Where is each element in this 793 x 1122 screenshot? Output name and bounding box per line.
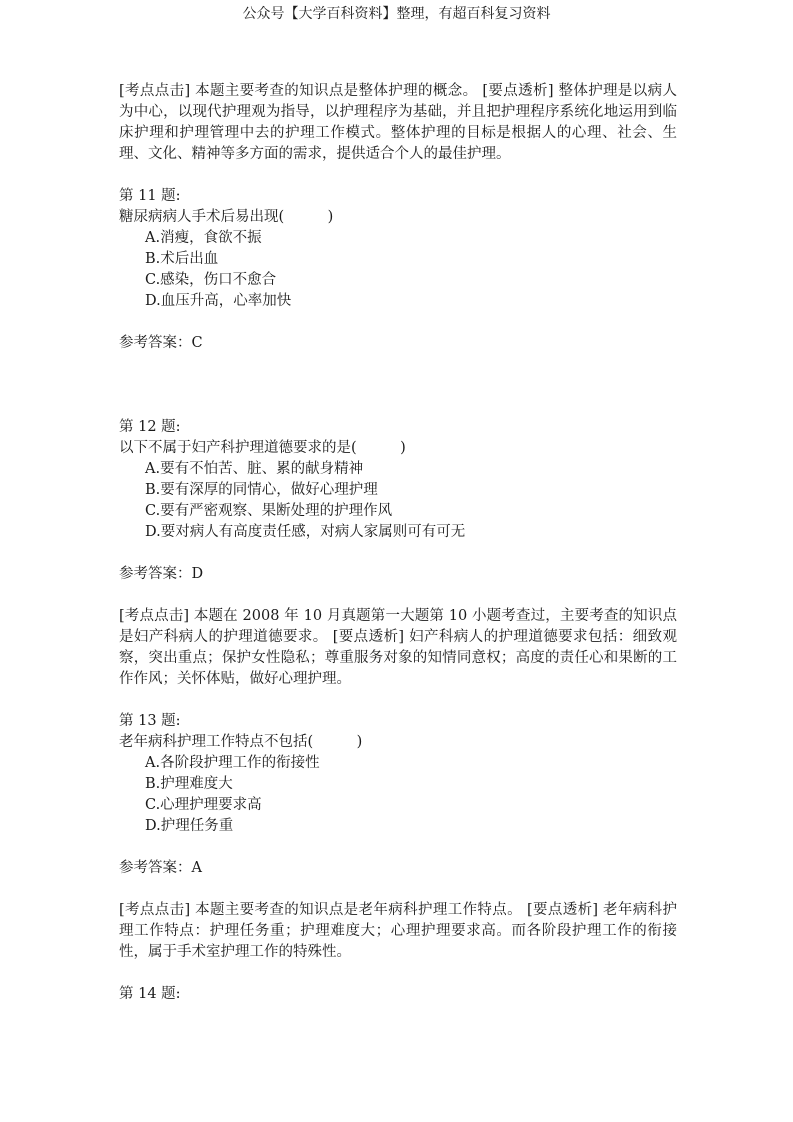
option-d: D.血压升高，心率加快: [145, 293, 292, 309]
option-c: C.要有严密观察、果断处理的护理作风: [145, 503, 393, 519]
option-c: C.感染，伤口不愈合: [145, 272, 277, 288]
question-13: [119, 711, 677, 963]
question-11: [119, 186, 677, 354]
option-a: A.消瘦，食欲不振: [145, 230, 262, 246]
question-number: 第 14 题:: [119, 986, 181, 1002]
option-b: B.要有深厚的同情心，做好心理护理: [145, 482, 378, 498]
reference-answer: 参考答案：D: [119, 566, 204, 582]
question-stem: 老年病科护理工作特点不包括( ): [119, 734, 363, 750]
question-stem: 糖尿病病人手术后易出现( ): [119, 209, 334, 225]
question-number: 第 12 题:: [119, 419, 181, 435]
document-body: [119, 81, 677, 1005]
reference-answer: 参考答案：A: [119, 860, 202, 876]
option-d: D.护理任务重: [145, 818, 234, 834]
reference-answer: 参考答案：C: [119, 335, 203, 351]
option-b: B.术后出血: [145, 251, 219, 267]
question-stem: 以下不属于妇产科护理道德要求的是( ): [119, 440, 406, 456]
question-14: [119, 984, 677, 1005]
option-d: D.要对病人有高度责任感，对病人家属则可有可无: [145, 524, 466, 540]
question-number: 第 11 题:: [119, 188, 181, 204]
page-header: 公众号【大学百科资料】整理，有超百科复习资料: [242, 6, 551, 22]
option-a: A.各阶段护理工作的衔接性: [145, 755, 320, 771]
answer-analysis: [考点点击] 本题主要考查的知识点是老年病科护理工作特点。 [要点透析] 老年病科护理工作特点：护理任务重；护理难度大；心理护理要求高。而各阶段护理工作的衔接性，属于手术室护理工作的特殊性。: [119, 902, 677, 960]
option-a: A.要有不怕苦、脏、累的献身精神: [145, 461, 364, 477]
question-number: 第 13 题:: [119, 713, 181, 729]
question-12: [119, 417, 677, 690]
answer-analysis: [考点点击] 本题在 2008 年 10 月真题第一大题第 10 小题考查过，主要考查的知识点是妇产科病人的护理道德要求。 [要点透析] 妇产科病人的护理道德要求包括：细致观察，突出重点；保护女性隐私；尊重服务对象的知情同意权；高度的责任心和果断的工作作风；关怀体贴，做好心理护理。: [119, 608, 677, 687]
intro-analysis: [考点点击] 本题主要考查的知识点是整体护理的概念。 [要点透析] 整体护理是以病人为中心，以现代护理观为指导，以护理程序为基础，并且把护理程序系统化地运用到临床护理和护理管理中去的护理工作模式。整体护理的目标是根据人的心理、社会、生理、文化、精神等多方面的需求，提供适合个人的最佳护理。: [119, 83, 677, 162]
option-c: C.心理护理要求高: [145, 797, 262, 813]
option-b: B.护理难度大: [145, 776, 233, 792]
